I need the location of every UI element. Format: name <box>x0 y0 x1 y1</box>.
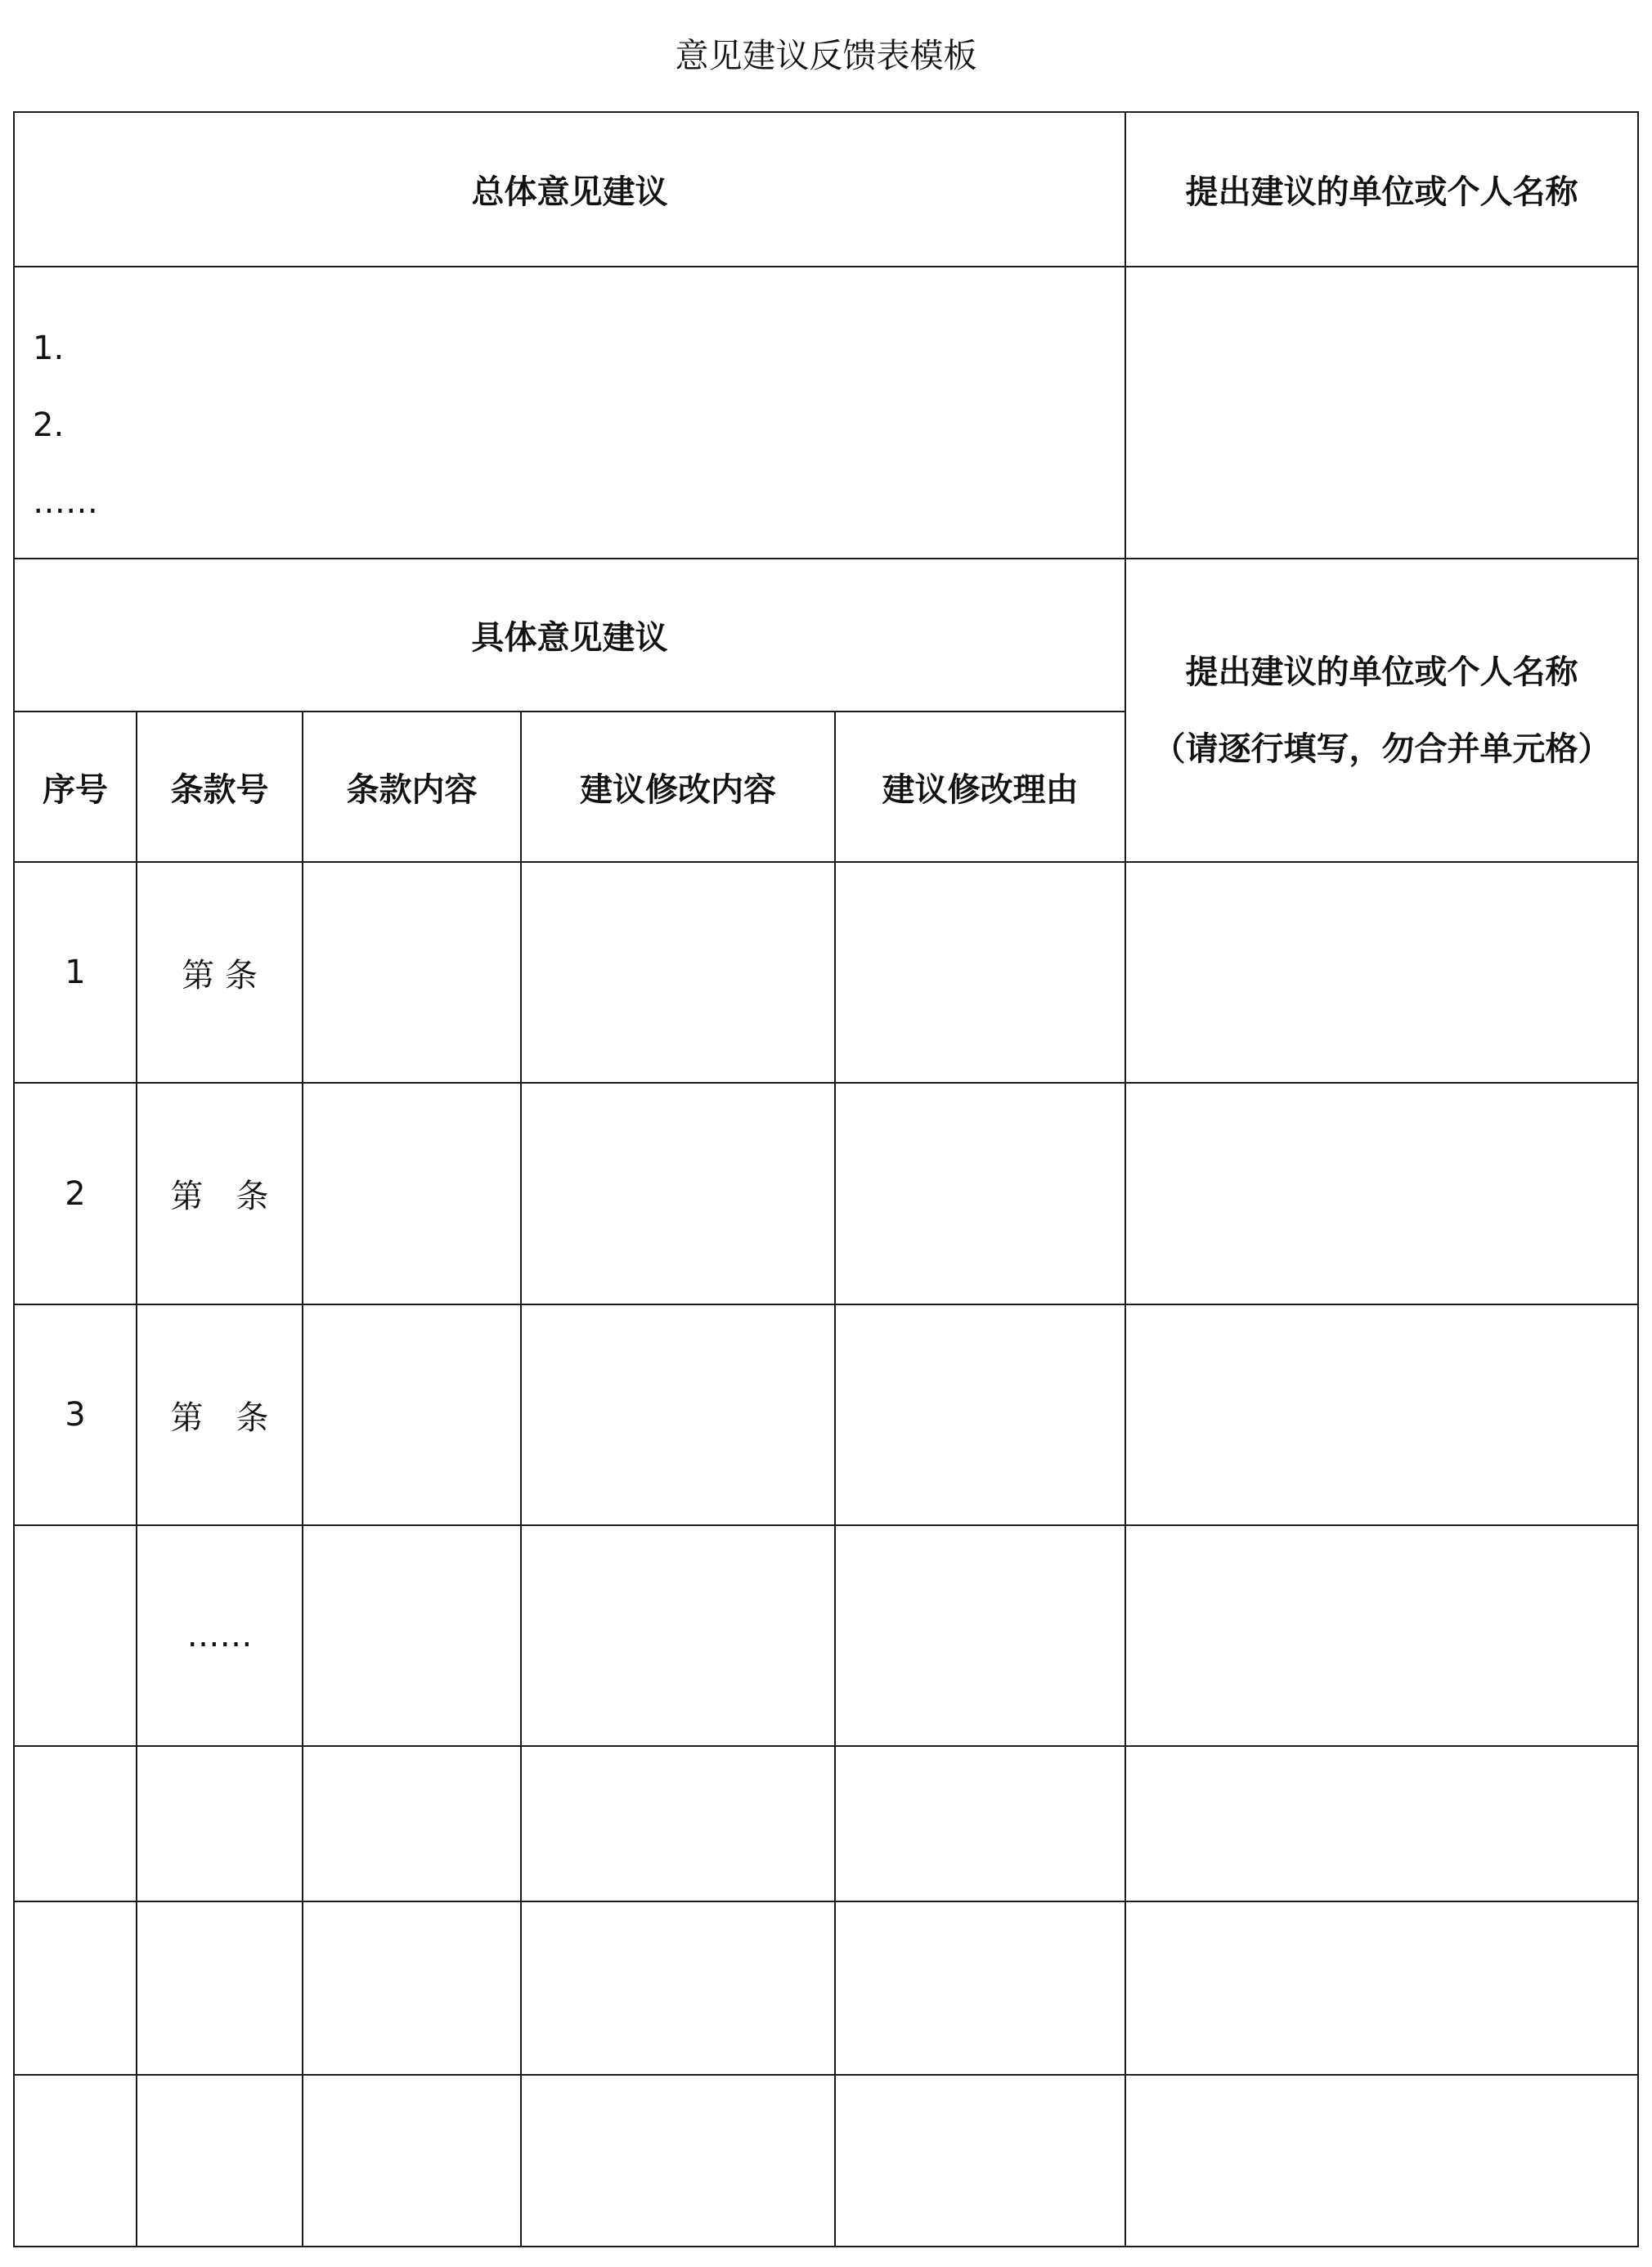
row-6-submitter-cell <box>1126 1902 1637 2074</box>
row-3-clause-cell: 第 条 <box>137 1305 302 1524</box>
specific-submitter-header <box>1126 559 1637 861</box>
row-5-revision-content-cell <box>522 1747 834 1901</box>
row-1-submitter-cell <box>1126 863 1637 1082</box>
column-header-revision-reason: 建议修改理由 <box>836 712 1125 861</box>
row-1-revision-reason-cell <box>836 863 1125 1082</box>
row-5-clause-cell <box>137 1747 302 1901</box>
row-5-submitter-cell <box>1126 1747 1637 1901</box>
general-suggestions-header: 总体意见建议 <box>15 113 1125 266</box>
row-2-number-cell: 2 <box>15 1084 136 1304</box>
general-submitter-header: 提出建议的单位或个人名称 <box>1126 113 1637 266</box>
column-header-clause-number: 条款号 <box>137 712 302 861</box>
column-header-revision-content: 建议修改内容 <box>522 712 834 861</box>
general-item-more: …… <box>33 483 98 521</box>
row-7-revision-reason-cell <box>836 2076 1125 2246</box>
row-5-number-cell <box>15 1747 136 1901</box>
row-6-number-cell <box>15 1902 136 2074</box>
specific-submitter-header-label: 提出建议的单位或个人名称 <box>1185 653 1578 691</box>
row-6-revision-reason-cell <box>836 1902 1125 2074</box>
row-6-clause-content-cell <box>303 1902 520 2074</box>
row-7-revision-content-cell <box>522 2076 834 2246</box>
row-1-clause-cell: 第 条 <box>137 863 302 1082</box>
row-3-number-cell: 3 <box>15 1305 136 1524</box>
row-2-clause-content-cell <box>303 1084 520 1304</box>
document-title: 意见建议反馈表模板 <box>675 36 977 75</box>
row-3-revision-content-cell <box>522 1305 834 1524</box>
row-2-clause-cell: 第 条 <box>137 1084 302 1304</box>
row-5-clause-content-cell <box>303 1747 520 1901</box>
column-header-clause-content: 条款内容 <box>303 712 520 861</box>
row-1-number-cell: 1 <box>15 863 136 1082</box>
row-2-revision-content-cell <box>522 1084 834 1304</box>
feedback-form-table <box>13 111 1639 2247</box>
general-submitter-cell <box>1126 267 1637 558</box>
specific-suggestions-header: 具体意见建议 <box>15 559 1125 711</box>
specific-submitter-header-note: （请逐行填写，勿合并单元格） <box>1152 729 1611 768</box>
row-1-revision-content-cell <box>522 863 834 1082</box>
row-4-clause-content-cell <box>303 1526 520 1745</box>
row-2-submitter-cell <box>1126 1084 1637 1304</box>
general-suggestions-list <box>15 267 1125 558</box>
row-4-submitter-cell <box>1126 1526 1637 1745</box>
general-item-2: 2. <box>33 406 65 444</box>
column-header-number: 序号 <box>15 712 136 861</box>
row-4-revision-content-cell <box>522 1526 834 1745</box>
row-1-clause-content-cell <box>303 863 520 1082</box>
row-4-revision-reason-cell <box>836 1526 1125 1745</box>
row-4-number-cell <box>15 1526 136 1745</box>
row-6-revision-content-cell <box>522 1902 834 2074</box>
row-7-submitter-cell <box>1126 2076 1637 2246</box>
general-item-1: 1. <box>33 330 65 367</box>
row-3-revision-reason-cell <box>836 1305 1125 1524</box>
row-3-submitter-cell <box>1126 1305 1637 1524</box>
row-3-clause-content-cell <box>303 1305 520 1524</box>
row-4-clause-cell: …… <box>137 1526 302 1745</box>
row-7-clause-content-cell <box>303 2076 520 2246</box>
row-5-revision-reason-cell <box>836 1747 1125 1901</box>
row-2-revision-reason-cell <box>836 1084 1125 1304</box>
row-7-number-cell <box>15 2076 136 2246</box>
row-7-clause-cell <box>137 2076 302 2246</box>
row-6-clause-cell <box>137 1902 302 2074</box>
